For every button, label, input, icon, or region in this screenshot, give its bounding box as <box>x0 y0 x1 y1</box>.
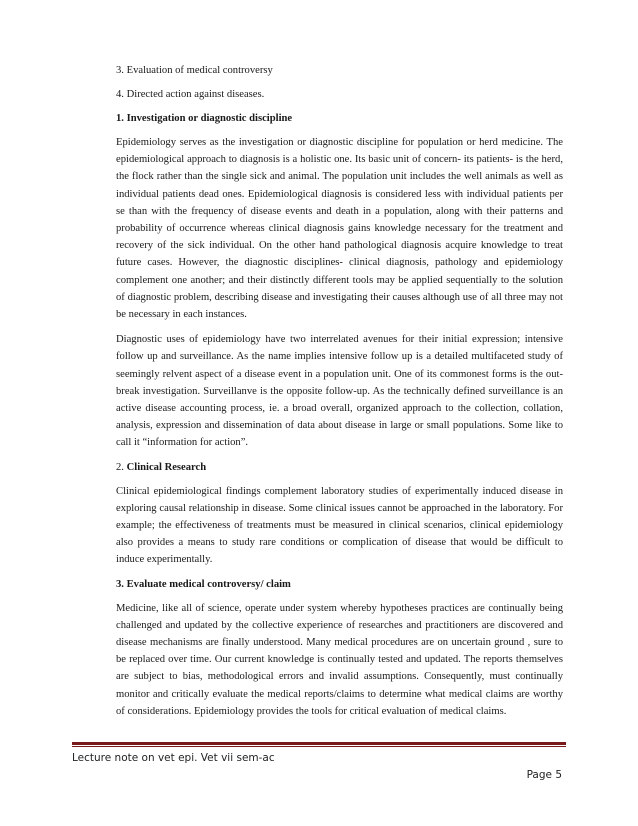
list-item-directed-action: 4. Directed action against diseases. <box>116 89 265 100</box>
section-title: Clinical Research <box>126 461 207 473</box>
footer-course-note: Lecture note on vet epi. Vet vii sem-ac <box>72 752 275 764</box>
footer-rule <box>72 742 566 747</box>
section-number: 3. <box>116 578 124 590</box>
section-heading-evaluate-claim <box>116 577 563 592</box>
paragraph: Clinical epidemiological findings complement laboratory studies of experimentally induced disease in exploring causal relationship in disease. Some clinical issues cannot be approached in the laboratory. For example; the effectiveness of treatments must be measured in clinical scenarios, clinical epidemiology also provides a means to study rare conditions or complication of disease that would be difficult to induce experimentally. <box>116 485 563 566</box>
footer-rule-thick <box>72 742 566 745</box>
page-number: Page 5 <box>526 769 562 781</box>
paragraph: Medicine, like all of science, operate under system whereby hypotheses practices are continually being challenged and updated by the collective experience of researches and practitioners are discovered and disease mechanisms are finally understood. Many medical procedures are on uncertain ground , sure to be replaced over time. Our current knowledge is continually tested and updated. The reports themselves are subject to bias, methodological errors and invalid assumptions. Consequently, must continually monitor and critically evaluate the medical reports/claims to determine what medical claims are worthy of considerations. Epidemiology provides the tools for critical evaluation of medical claims. <box>116 602 563 717</box>
list-item-evaluation: 3. Evaluation of medical controversy <box>116 65 273 76</box>
section-number: 2. <box>116 461 124 473</box>
section-heading-clinical-research <box>116 460 563 475</box>
section-title: Evaluate medical controversy/ claim <box>126 578 291 590</box>
paragraph: Epidemiology serves as the investigation or diagnostic discipline for population or herd medicine. The epidemiological approach to diagnosis is a holistic one. Its basic unit of concern- its patients- is the herd, the flock rather than the single sick and animal. The population unit includes the well animals as well as individual patients dead ones. Epidemiological diagnosis is considered less with individual patients per se than with the frequency of disease events and death in a population, along with their patterns and probability of occurrence whereas clinical diagnosis gains knowledge necessary for the treatment and recovery of the sick individual. On the other hand pathological diagnosis acquire knowledge to treat future cases. However, the diagnostic disciplines- clinical diagnosis, pathology and epidemiology complement one another; and their distinctly different tools may be applied sequentially to the solution of diagnostic problem, describing disease and investigating their causes although use of all three may not be necessary in each instances. <box>116 137 563 321</box>
footer-rule-thin <box>72 746 566 747</box>
page-content <box>116 63 563 728</box>
section-title: Investigation or diagnostic discipline <box>126 113 293 124</box>
section-number: 1. <box>116 113 124 124</box>
section-heading-investigation <box>116 111 563 126</box>
paragraph: Diagnostic uses of epidemiology have two interrelated avenues for their initial expression; intensive follow up and surveillance. As the name implies intensive follow up is a detailed multifaceted study of seemingly relvent aspect of a disease event in a population unit. One of its commonest forms is the out-break investigation. Surveillanve is the opposite follow-up. As the technically defined surveillance is an active disease accounting process, ie. a broad overall, organized approach to the collection, collation, analysis, expression and dissemination of data about disease in large or small populations. Some like to call it “information for action”. <box>116 334 563 449</box>
